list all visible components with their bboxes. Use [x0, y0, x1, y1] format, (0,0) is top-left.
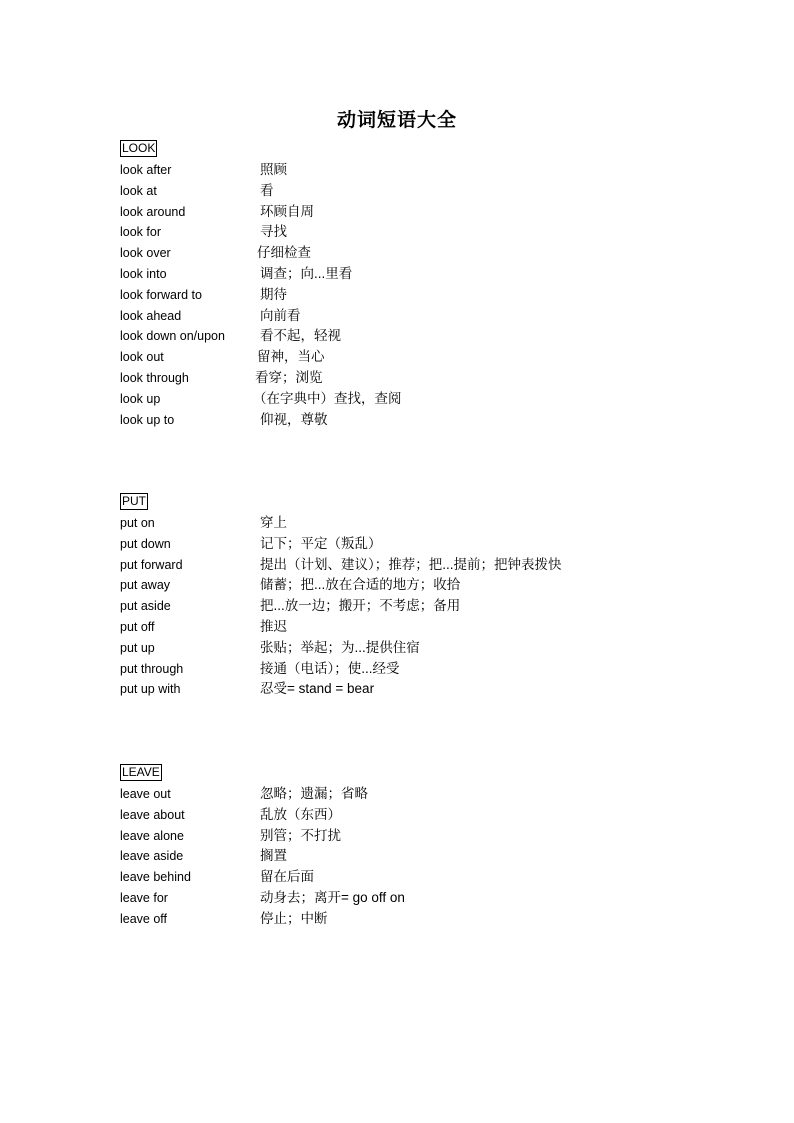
phrase-row [120, 222, 720, 243]
phrase-row [120, 285, 720, 306]
phrase-row [120, 638, 720, 659]
phrase-row [120, 826, 720, 847]
phrase-row [120, 306, 720, 327]
phrase-english: put off [120, 619, 155, 634]
phrase-english: look around [120, 204, 186, 219]
phrase-row [120, 596, 720, 617]
phrase-meaning: 把...放一边；搬开；不考虑；备用 [260, 598, 461, 614]
phrase-row [120, 784, 720, 805]
phrase-english: look at [120, 183, 157, 198]
phrase-row [120, 617, 720, 638]
section-leave [120, 763, 720, 930]
phrase-row [120, 347, 720, 368]
section-put [120, 492, 720, 700]
phrase-row [120, 805, 720, 826]
section-heading-look: LOOK [122, 141, 156, 155]
phrase-meaning: 提出（计划、建议）；推荐；把...提前；把钟表拨快 [260, 556, 562, 572]
section-heading-leave: LEAVE [122, 765, 160, 779]
phrase-meaning: 记下；平定（叛乱） [260, 535, 382, 551]
phrase-row [120, 888, 720, 909]
section-look [120, 139, 720, 430]
phrase-meaning: 穿上 [260, 515, 287, 530]
phrase-english: look up [120, 391, 161, 406]
phrase-english: leave aside [120, 849, 184, 864]
phrase-meaning: （在字典中）查找，查阅 [253, 390, 402, 406]
phrase-meaning: 停止；中断 [260, 910, 328, 926]
phrase-meaning: 张贴；举起；为...提供住宿 [260, 639, 420, 655]
phrase-english: put through [120, 661, 184, 676]
phrase-english: look out [120, 350, 164, 365]
phrase-meaning: 搁置 [260, 848, 287, 864]
phrase-row [120, 867, 720, 888]
phrase-row [120, 368, 720, 389]
phrase-meaning: 留神，当心 [257, 349, 325, 365]
phrase-meaning: 看不起，轻视 [260, 328, 341, 344]
phrase-english: put on [120, 516, 155, 530]
phrase-meaning: 别管；不打扰 [260, 827, 341, 843]
phrase-row [120, 243, 720, 264]
phrase-meaning: 仔细检查 [257, 245, 311, 261]
phrase-english: look after [120, 163, 172, 177]
phrase-english: put down [120, 536, 171, 551]
phrase-row [120, 410, 720, 431]
phrase-english: look for [120, 225, 161, 240]
phrase-meaning: 接通（电话）；使...经受 [260, 660, 400, 676]
phrase-english: put up with [120, 682, 181, 697]
phrase-english: put aside [120, 599, 171, 614]
phrase-english: look ahead [120, 308, 182, 323]
phrase-row [120, 534, 720, 555]
phrase-english: look through [120, 370, 189, 385]
phrase-english: put up [120, 640, 155, 655]
phrase-row [120, 202, 720, 223]
phrase-meaning: 仰视，尊敬 [260, 411, 328, 427]
phrase-meaning: 调查；向...里看 [260, 265, 353, 281]
phrase-row [120, 846, 720, 867]
phrase-row [120, 575, 720, 596]
phrase-meaning: 忍受= stand = bear [260, 681, 375, 697]
phrase-meaning: 环顾自周 [260, 203, 314, 219]
phrase-meaning: 留在后面 [260, 869, 314, 885]
page-title: 动词短语大全 [336, 109, 457, 131]
phrase-meaning: 动身去；离开= go off on [260, 889, 405, 905]
phrase-row [120, 909, 720, 930]
phrase-meaning: 看 [260, 182, 274, 198]
phrase-row [120, 181, 720, 202]
phrase-english: leave off [120, 911, 168, 926]
phrase-row [120, 389, 720, 410]
phrase-meaning: 寻找 [260, 224, 287, 240]
phrase-row [120, 160, 720, 181]
phrase-english: leave about [120, 807, 185, 822]
phrase-row [120, 679, 720, 700]
phrase-english: look forward to [120, 287, 202, 302]
phrase-meaning: 期待 [260, 286, 287, 302]
phrase-english: look into [120, 266, 167, 281]
phrase-row [120, 264, 720, 285]
section-heading-put: PUT [122, 494, 146, 508]
phrase-english: put away [120, 578, 171, 593]
phrase-english: leave out [120, 787, 171, 801]
phrase-meaning: 向前看 [260, 307, 301, 323]
phrase-english: look over [120, 246, 171, 261]
phrase-english: look down on/upon [120, 329, 225, 344]
phrase-meaning: 照顾 [260, 162, 287, 177]
phrase-meaning: 看穿；浏览 [255, 369, 323, 385]
phrase-meaning: 推迟 [260, 618, 287, 634]
phrase-meaning: 忽略；遗漏；省略 [260, 786, 368, 801]
phrase-meaning: 储蓄；把...放在合适的地方；收拾 [260, 577, 461, 593]
phrase-row [120, 555, 720, 576]
phrase-english: leave for [120, 890, 168, 905]
phrase-meaning: 乱放（东西） [260, 806, 341, 822]
phrase-row [120, 513, 720, 534]
phrase-row [120, 326, 720, 347]
phrase-row [120, 659, 720, 680]
phrase-english: leave alone [120, 828, 184, 843]
phrase-english: leave behind [120, 870, 191, 885]
phrase-english: look up to [120, 412, 175, 427]
phrase-english: put forward [120, 557, 183, 572]
